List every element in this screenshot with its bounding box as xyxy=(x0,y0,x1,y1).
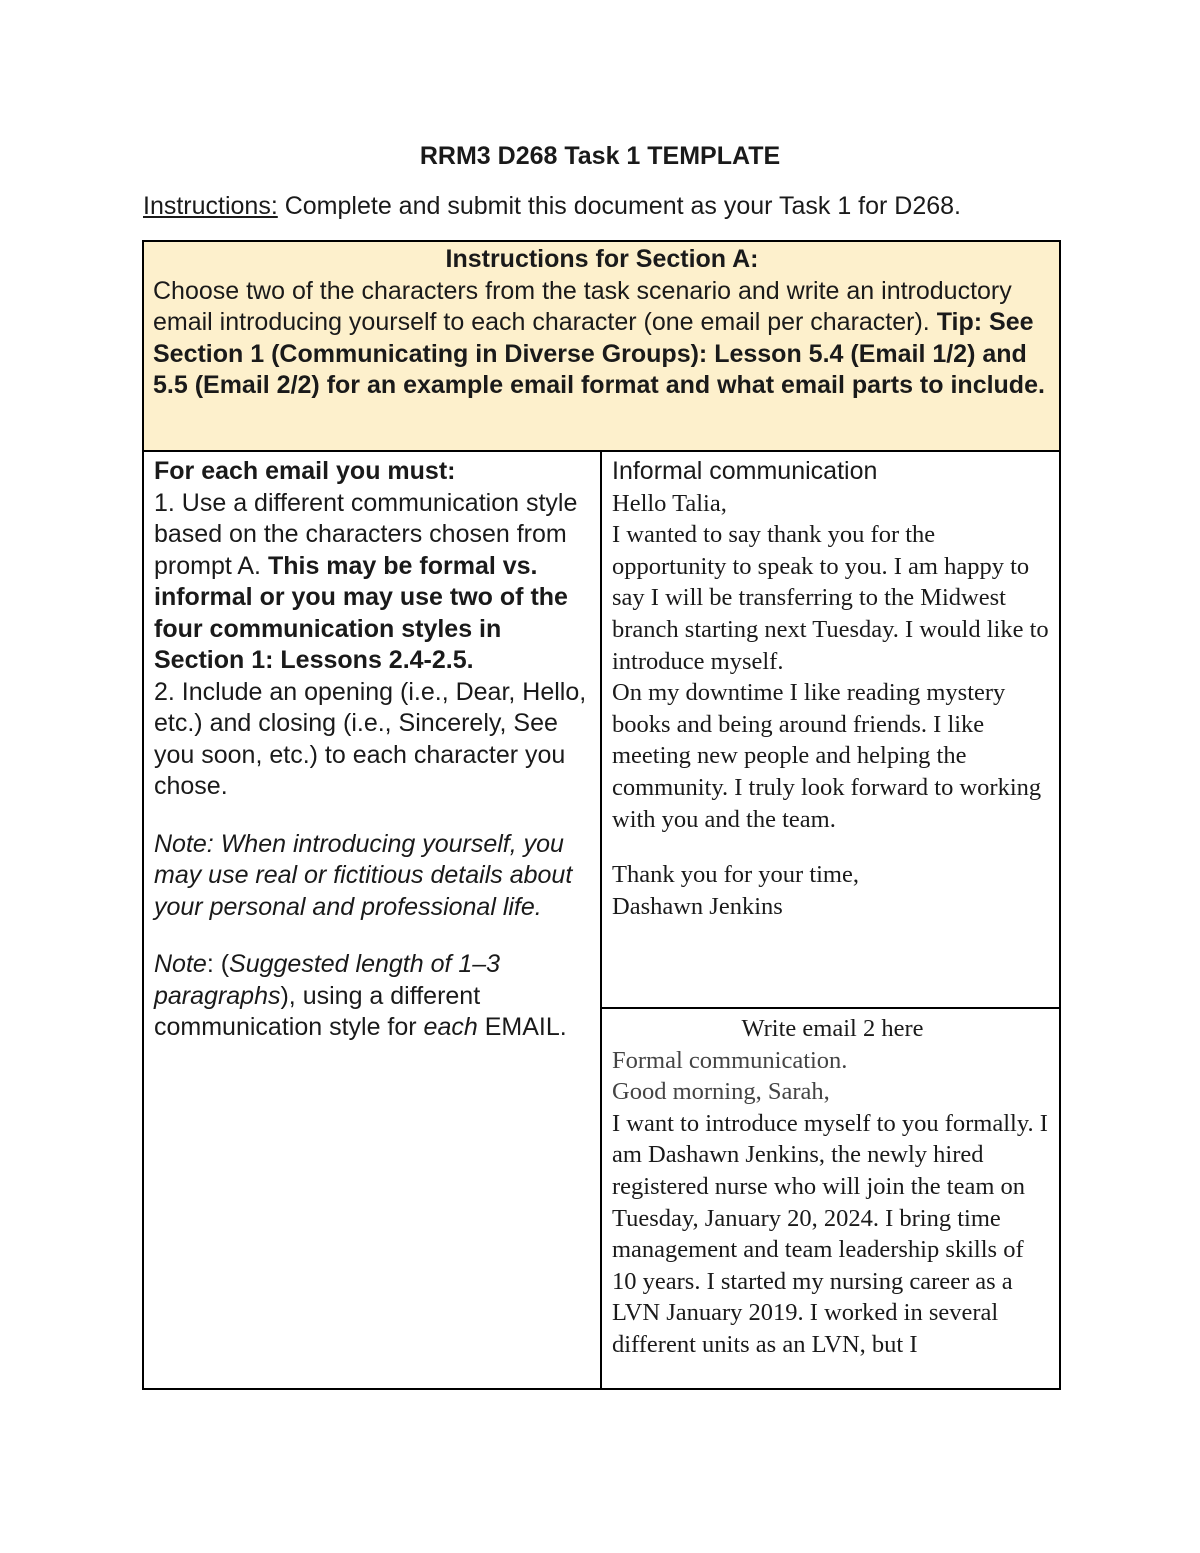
note-length xyxy=(154,949,594,1044)
instructions-text: Complete and submit this document as your Task 1 for D268. xyxy=(277,192,961,220)
email-2-cell xyxy=(600,1007,1061,1390)
section-a-tip: Tip: See Section 1 (Communicating in Diverse Groups): Lesson 5.4 (Email 1/2) and 5.5 (Email 2/2) for an example email format and what email parts to include. xyxy=(153,308,1045,399)
email-1-paragraph-2: On my downtime I like reading mystery books and being around friends. I like meeting new people and helping the community. I truly look forward to working with you and the team. xyxy=(612,679,1042,833)
requirements-cell xyxy=(142,450,602,1390)
email-1-signature: Dashawn Jenkins xyxy=(612,892,783,920)
note-length-end: EMAIL. xyxy=(477,1013,567,1041)
section-a-heading: Instructions for Section A: xyxy=(445,245,759,273)
email-2-header: Write email 2 here xyxy=(741,1015,924,1042)
table-bottom-border xyxy=(142,1388,602,1390)
email-2-style: Formal communication. xyxy=(612,1046,848,1074)
requirement-item-1 xyxy=(154,488,594,677)
section-a-text: Choose two of the characters from the task scenario and write an introductory email introducing yourself to each character (one email per character). xyxy=(153,276,1012,336)
note-length-label: Note xyxy=(154,950,207,978)
email-1-paragraph-1: I wanted to say thank you for the opportunity to speak to you. I am happy to say I will be transferring to the Midwest branch starting next Tuesday. I would like to introduce myself. xyxy=(612,521,1049,675)
email-1-cell xyxy=(600,450,1061,1009)
note-length-each: each xyxy=(423,1013,478,1041)
note-length-suggested: Suggested length of 1–3 paragraphs xyxy=(154,950,501,1010)
note-length-text: ), using a different communication style for xyxy=(154,981,481,1041)
requirement-item-1-bold: This may be formal vs. informal or you may use two of the four communication styles in Section 1: Lessons 2.4-2.5. xyxy=(154,551,568,674)
instructions-line xyxy=(143,192,961,221)
email-2-body: I want to introduce myself to you formally. I am Dashawn Jenkins, the newly hired registered nurse who will join the team on Tuesday, January 20, 2024. I bring time management and team leadership skills of 10 years. I started my nursing career as a LVN January 2019. I worked in several different units as an LVN, but I xyxy=(612,1109,1048,1358)
requirements-heading: For each email you must: xyxy=(154,457,456,485)
instructions-label: Instructions: xyxy=(143,192,278,220)
note-personal-details: Note: When introducing yourself, you may use real or fictitious details about your personal and professional life. xyxy=(154,829,573,921)
section-a-instructions xyxy=(142,240,1061,452)
email-1-style: Informal communication xyxy=(612,457,878,485)
email-1-greeting: Hello Talia, xyxy=(612,489,727,517)
email-2-greeting: Good morning, Sarah, xyxy=(612,1078,830,1106)
section-a-body xyxy=(153,276,1051,402)
requirement-item-1-text: 1. Use a different communication style based on the characters chosen from prompt A. xyxy=(154,488,578,580)
note-length-paren: : ( xyxy=(206,950,230,978)
email-1-closing: Thank you for your time, xyxy=(612,861,859,889)
requirement-item-2: 2. Include an opening (i.e., Dear, Hello, etc.) and closing (i.e., Sincerely, See you soon, etc.) to each character you chose. xyxy=(154,677,587,800)
document-title: RRM3 D268 Task 1 TEMPLATE xyxy=(419,142,781,170)
